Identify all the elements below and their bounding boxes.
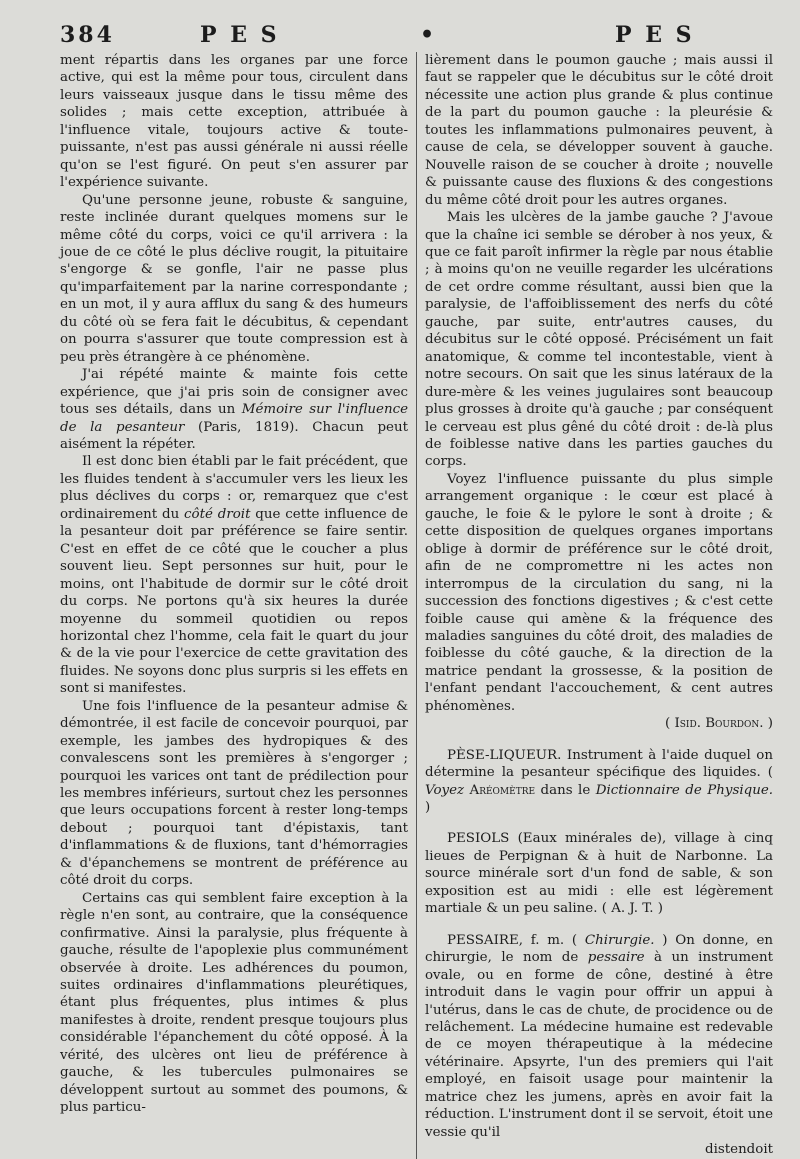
headword: PÈSE-LIQUEUR. <box>447 747 562 763</box>
paragraph: ment répartis dans les organes par une force active, qui est la même pour tous, circulent dans leurs vaisseaux jusque dans le tissu même des solides ; mais cette exception, attribuée à l'influence vitale, toujours active & toute-puissante, n'est pas aussi générale ni aussi réelle qu'on se l'est figuré. On peut s'en assurer par l'expérience suivante. <box>60 53 408 191</box>
paragraph: lièrement dans le poumon gauche ; mais aussi il faut se rappeler que le décubitus sur le côté droit nécessite une action plus grande & plus continue de la part du poumon gauche : la pleurésie & toutes les inflammations pulmonaires peuvent, à cause de cela, se développer souvent à gauche. Nouvelle raison de se coucher à droite ; nouvelle & puissante cause des fluxions & des congestions du même côté droit pour les autres organes. <box>425 53 773 208</box>
running-header <box>60 22 778 52</box>
headword: PESSAIRE <box>447 932 519 948</box>
paragraph: Certains cas qui semblent faire exception à la règle n'en sont, au contraire, que la conséquence confirmative. Ainsi la paralysie, plus fréquente à gauche, résulte de l'apoplexie plus communément observée à droite. Les adhérences du poumon, suites ordinaires d'inflammations pleurétiques, étant plus fréquentes, plus intimes & plus manifestes à droite, rendent presque toujours plus considérable l'épanchement du côté opposé. À la vérité, des ulcères ont lieu de préférence à gauche, & les tubercules pulmonaires se développent surtout au sommet des poumons, & plus particu- <box>60 890 408 1116</box>
text: (Paris, 1819). Chacun peut aisément la répéter. <box>60 419 408 452</box>
entry-pese-liqueur <box>425 747 773 817</box>
entry-pessaire <box>425 932 773 1141</box>
left-column <box>60 52 408 1159</box>
paragraph <box>60 453 408 697</box>
right-running-head: P E S <box>615 22 695 48</box>
text: dans le <box>535 782 596 798</box>
text: J'ai répété mainte & mainte fois cette expérience, que j'ai pris soin de consigner avec tous ses détails, dans un <box>60 367 408 418</box>
memoir-title: Mémoire sur l'influence de la pesanteur <box>60 402 409 435</box>
paragraph: Qu'une personne jeune, robuste & sanguine, reste inclinée durant quelques momens sur le même côté du corps, voici ce qu'il arrivera : la joue de ce côté le plus déclive rougit, la pituitaire s'engorge & se gonfle, l'air ne passe plus qu'imparfaitement par la narine correspondante ; en un mot, il y aura afflux du sang & des humeurs du côté où se fera fait le décubitus, & cependant on pourra s'assurer que toute compression est à peu près étrangère à ce phénomène. <box>60 192 408 365</box>
catchword: distendoit <box>705 1142 773 1158</box>
left-running-head: P E S <box>200 22 280 48</box>
entry-pesiols <box>425 830 773 917</box>
author-signature: ( Isid. Bourdon. ) <box>664 716 773 732</box>
emphasis: Voyez <box>425 782 465 798</box>
header-mark: • <box>420 22 438 48</box>
column-divider <box>416 52 417 1159</box>
page-number: 384 <box>60 22 115 48</box>
emphasis: pessaire <box>587 950 645 966</box>
paragraph <box>60 366 408 453</box>
right-column <box>425 52 773 1159</box>
text: (Eaux minérales de), village à cinq lieues de Perpignan & à huit de Narbonne. La source minérale sort d'un fond de sable, & son exposition est au midi : elle est légèrement martiale & un peu saline. ( A. J. T. ) <box>425 831 773 917</box>
text: à un instrument ovale, ou en forme de cône, destiné à être introduit dans le vagin pour offrir un appui à l'utérus, dans le cas de chute, de procidence ou de relâchement. La médecine humaine est redevable de ce moyen thérapeutique à la médecine vétérinaire. Apsyrte, l'un des premiers qui l'ait employé, en faisoit usage pour maintenir la matrice chez les jumens, après en avoir fait la réduction. L'instrument dont il se servoit, étoit une vessie qu'il <box>425 950 773 1140</box>
paragraph: Une fois l'influence de la pesanteur admise & démontrée, il est facile de concevoir pourquoi, par exemple, les jambes des hydropiques & des convalescens sont les premières à s'engorger ; pourquoi les varices ont tant de prédilection pour les membres inférieurs, surtout chez les personnes que leurs occupations forcent à rester long-temps debout ; pourquoi tant d'épistaxis, tant d'inflammations & de fluxions, tant d'hémorragies & d'épanchemens se montrent de préférence au côté droit du corps. <box>60 698 408 889</box>
emphasis: côté droit <box>184 506 251 522</box>
text: Instrument à l'aide duquel on détermine la pesanteur spécifique des liquides. ( <box>425 747 773 781</box>
paragraph: Mais les ulcères de la jambe gauche ? J'avoue que la chaîne ici semble se dérober à nos yeux, & que ce fait paroît infirmer la règle par nous établie ; à moins qu'on ne veuille regarder les ulcérations de cet ordre comme résultant, aussi bien que la paralysie, de l'affoiblissement des nerfs du côté gauche, par suite, entr'autres causes, du décubitus sur le côté opposé. Précisément un fait anatomique, & comme tel incontestable, vient à notre secours. On sait que les sinus latéraux de la dure-mère & les veines jugulaires sont beaucoup plus grosses à droite qu'à gauche ; par conséquent le cerveau est plus gêné du côté droit : de-là plus de foiblesse native dans les parties gauches du corps. <box>425 210 773 470</box>
text: ) <box>425 800 431 816</box>
text: que cette influence de la pesanteur doit par préférence se faire sentir. C'est en effet de ce côté que le coucher a plus souvent lieu. Sept personnes sur huit, pour le moins, ont l'habitude de dormir sur le côté droit du corps. Ne portons qu'à six heures la durée moyenne du sommeil quotidien ou repos horizontal chez l'homme, cela fait le quart du jour & de la vie pour l'exercice de cette gravitation des fluides. Ne soyons donc plus surpris si les effets en sont si manifestes. <box>60 506 408 697</box>
paragraph: Voyez l'influence puissante du plus simple arrangement organique : le cœur est placé à gauche, le foie & le pylore le sont à droite ; & cette disposition de quelques organes importans oblige à dormir de préférence sur le côté droit, afin de ne compromettre ni les actes non interrompus de la circulation du sang, ni la succession des fonctions digestives ; & c'est cette foible cause qui amène & la fréquence des maladies sanguines du côté droit, des maladies de foiblesse du côté gauche, & la direction de la matrice pendant la grossesse, & la position de l'enfant pendant l'accouchement, & cent autres phénomènes. <box>425 471 773 714</box>
emphasis: Chirurgie. <box>584 932 655 948</box>
emphasis: Dictionnaire de Physique. <box>595 782 774 798</box>
text: , f. m. ( <box>518 932 585 948</box>
headword: PESIOLS <box>447 831 510 847</box>
text: Il est donc bien établi par le fait précédent, que les fluides tendent à s'accumuler vers les lieux les plus déclives du corps : or, remarquez que c'est ordinairement du <box>60 454 408 522</box>
text: ) On donne, en chirurgie, le nom de <box>425 932 774 966</box>
cross-reference: Aréomètre <box>464 782 536 798</box>
two-column-body <box>60 52 778 1159</box>
